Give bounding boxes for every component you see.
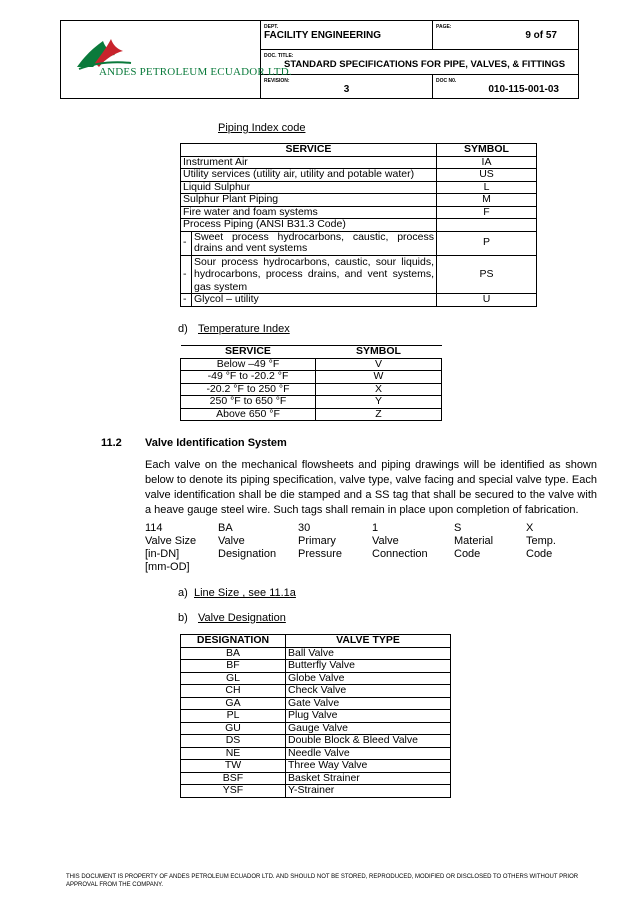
piping-service: Fire water and foam systems bbox=[181, 206, 437, 219]
vd-type: Ball Valve bbox=[286, 647, 451, 660]
temp-service: -49 °F to -20.2 °F bbox=[181, 371, 316, 384]
table-row bbox=[181, 760, 451, 773]
page-cell bbox=[433, 21, 579, 50]
piping-head-service: SERVICE bbox=[181, 144, 437, 157]
piping-service: Instrument Air bbox=[181, 156, 437, 169]
table-row bbox=[181, 358, 442, 371]
table-row bbox=[181, 383, 442, 396]
vd-type: Gauge Valve bbox=[286, 722, 451, 735]
valve-code-desc: [mm-OD] bbox=[145, 561, 190, 573]
piping-service: Liquid Sulphur bbox=[181, 181, 437, 194]
table-row bbox=[181, 660, 451, 673]
piping-index-title: Piping Index code bbox=[218, 122, 306, 134]
valve-code-column bbox=[526, 522, 556, 561]
temp-service: Below –49 °F bbox=[181, 358, 316, 371]
temp-symbol: Y bbox=[316, 396, 442, 409]
doc-no-label: DOC N0. bbox=[436, 77, 457, 84]
process-piping-header: Process Piping (ANSI B31.3 Code) bbox=[181, 219, 437, 232]
table-row bbox=[181, 396, 442, 409]
piping-service: Utility services (utility air, utility and potable water) bbox=[181, 169, 437, 182]
vd-code: YSF bbox=[181, 785, 286, 798]
vd-head-type: VALVE TYPE bbox=[286, 635, 451, 648]
vd-type: Needle Valve bbox=[286, 747, 451, 760]
temperature-index-label: d) bbox=[178, 323, 188, 335]
valve-code-desc: Valve bbox=[218, 535, 245, 547]
vd-type: Check Valve bbox=[286, 685, 451, 698]
valve-code-desc: Temp. bbox=[526, 535, 556, 547]
piping-symbol: IA bbox=[437, 156, 537, 169]
table-row bbox=[181, 697, 451, 710]
vd-code: BA bbox=[181, 647, 286, 660]
dept-label: DEPT. bbox=[264, 24, 279, 30]
piping-symbol: M bbox=[437, 194, 537, 207]
list-a-text: Line Size , see 11.1a bbox=[194, 587, 296, 599]
piping-head-symbol: SYMBOL bbox=[437, 144, 537, 157]
doc-no-value: 010-115-001-03 bbox=[488, 83, 559, 95]
piping-symbol: P bbox=[437, 231, 537, 255]
temperature-index-title: Temperature Index bbox=[198, 323, 290, 335]
page-value: 9 of 57 bbox=[525, 30, 557, 41]
table-row bbox=[181, 647, 451, 660]
list-b-text: Valve Designation bbox=[198, 612, 286, 624]
section-number: 11.2 bbox=[101, 437, 122, 449]
piping-service: Sulphur Plant Piping bbox=[181, 194, 437, 207]
doc-title-value: STANDARD SPECIFICATIONS FOR PIPE, VALVES, & FITTINGS bbox=[284, 59, 566, 71]
vd-code: TW bbox=[181, 760, 286, 773]
document-header bbox=[60, 20, 579, 99]
table-row bbox=[181, 408, 442, 421]
valve-code-desc: Pressure bbox=[298, 548, 343, 560]
piping-symbol: U bbox=[437, 294, 537, 307]
vd-code: GU bbox=[181, 722, 286, 735]
vd-type: Y-Strainer bbox=[286, 785, 451, 798]
table-row bbox=[181, 785, 451, 798]
valve-code-value: 114 bbox=[145, 522, 163, 534]
piping-service: Glycol – utility bbox=[192, 294, 437, 307]
valve-code-desc: Valve Size bbox=[145, 535, 197, 547]
vd-type: Plug Valve bbox=[286, 710, 451, 723]
temp-symbol: V bbox=[316, 358, 442, 371]
valve-code-column bbox=[298, 522, 342, 561]
piping-symbol: F bbox=[437, 206, 537, 219]
temperature-index-table bbox=[180, 345, 442, 421]
table-row bbox=[181, 169, 537, 182]
list-b-label: b) bbox=[178, 612, 188, 624]
valve-code-value: X bbox=[526, 522, 534, 534]
revision-label: REVISION: bbox=[264, 77, 290, 84]
table-row bbox=[181, 685, 451, 698]
valve-code-desc: Code bbox=[454, 548, 481, 560]
temp-head-service: SERVICE bbox=[181, 346, 316, 359]
valve-code-value: 30 bbox=[298, 522, 311, 534]
vd-code: GA bbox=[181, 697, 286, 710]
temp-head-symbol: SYMBOL bbox=[316, 346, 442, 359]
valve-code-value: S bbox=[454, 522, 462, 534]
valve-code-desc: Connection bbox=[372, 548, 428, 560]
row-dash: - bbox=[181, 294, 192, 307]
company-name: ANDES PETROLEUM ECUADOR LTD. bbox=[99, 66, 292, 78]
temp-symbol: W bbox=[316, 371, 442, 384]
table-row bbox=[181, 194, 537, 207]
valve-code-column bbox=[145, 522, 196, 574]
list-a-label: a) bbox=[178, 587, 188, 599]
valve-code-column bbox=[372, 522, 428, 561]
vd-type: Basket Strainer bbox=[286, 772, 451, 785]
valve-code-value: 1 bbox=[372, 522, 379, 534]
section-title: Valve Identification System bbox=[145, 437, 287, 449]
vd-code: DS bbox=[181, 735, 286, 748]
table-row bbox=[181, 156, 537, 169]
vd-type: Three Way Valve bbox=[286, 760, 451, 773]
table-row bbox=[181, 747, 451, 760]
table-row bbox=[181, 722, 451, 735]
valve-code-value: BA bbox=[218, 522, 233, 534]
piping-symbol: PS bbox=[437, 255, 537, 294]
dept-value: FACILITY ENGINEERING bbox=[264, 30, 382, 41]
page-label: PAGE: bbox=[436, 24, 452, 30]
doc-no-cell bbox=[433, 74, 579, 98]
piping-symbol: US bbox=[437, 169, 537, 182]
temp-symbol: Z bbox=[316, 408, 442, 421]
table-row bbox=[181, 294, 537, 307]
piping-service: Sweet process hydrocarbons, caustic, process drains and vent systems bbox=[192, 231, 437, 255]
section-paragraph: Each valve on the mechanical flowsheets and piping drawings will be identified as shown below to denote its piping specification, valve type, valve facing and special valve type. Each valve identification shall be die stamped and a SS tag that shall be secured to the valve with a heave gauge steel wire. Such tags shall remain in place upon completion of fabrication. bbox=[145, 459, 597, 516]
doc-title-label: DOC. TITLE: bbox=[264, 53, 294, 60]
row-dash: - bbox=[181, 231, 192, 255]
valve-designation-table bbox=[180, 634, 451, 798]
piping-symbol-empty bbox=[437, 219, 537, 232]
vd-code: GL bbox=[181, 672, 286, 685]
temp-symbol: X bbox=[316, 383, 442, 396]
table-row bbox=[181, 231, 537, 255]
dept-cell bbox=[261, 21, 433, 50]
valve-code-desc: [in-DN] bbox=[145, 548, 180, 560]
page-footer: THIS DOCUMENT IS PROPERTY OF ANDES PETROLEUM ECUADOR LTD. AND SHOULD NOT BE STORED, REPRODUCED, MODIFIED OR DISCLOSED TO OTHERS WITHOUT PRIOR APPROVAL FROM THE COMPANY. bbox=[66, 874, 579, 888]
valve-code-column bbox=[454, 522, 493, 561]
table-row bbox=[181, 672, 451, 685]
doc-title-cell bbox=[261, 50, 579, 74]
table-row bbox=[181, 371, 442, 384]
table-row bbox=[181, 735, 451, 748]
vd-type: Double Block & Bleed Valve bbox=[286, 735, 451, 748]
revision-value: 3 bbox=[343, 83, 350, 95]
valve-code-desc: Material bbox=[454, 535, 494, 547]
valve-code-desc: Primary bbox=[298, 535, 336, 547]
valve-code-desc: Designation bbox=[218, 548, 277, 560]
table-row bbox=[181, 772, 451, 785]
temp-service: -20.2 °F to 250 °F bbox=[181, 383, 316, 396]
vd-code: BF bbox=[181, 660, 286, 673]
table-row bbox=[181, 219, 537, 232]
vd-head-designation: DESIGNATION bbox=[181, 635, 286, 648]
valve-code-desc: Code bbox=[526, 548, 553, 560]
table-row bbox=[181, 206, 537, 219]
vd-code: PL bbox=[181, 710, 286, 723]
vd-code: NE bbox=[181, 747, 286, 760]
vd-type: Gate Valve bbox=[286, 697, 451, 710]
vd-code: BSF bbox=[181, 772, 286, 785]
temp-service: Above 650 °F bbox=[181, 408, 316, 421]
piping-index-table bbox=[180, 143, 537, 307]
vd-type: Globe Valve bbox=[286, 672, 451, 685]
vd-type: Butterfly Valve bbox=[286, 660, 451, 673]
valve-code-column bbox=[218, 522, 276, 561]
piping-symbol: L bbox=[437, 181, 537, 194]
table-row bbox=[181, 181, 537, 194]
row-dash: - bbox=[181, 255, 192, 294]
piping-service: Sour process hydrocarbons, caustic, sour liquids, hydrocarbons, process drains, and vent systems, gas system bbox=[192, 255, 437, 294]
table-row bbox=[181, 255, 537, 294]
temp-service: 250 °F to 650 °F bbox=[181, 396, 316, 409]
table-row bbox=[181, 710, 451, 723]
valve-code-desc: Valve bbox=[372, 535, 399, 547]
vd-code: CH bbox=[181, 685, 286, 698]
